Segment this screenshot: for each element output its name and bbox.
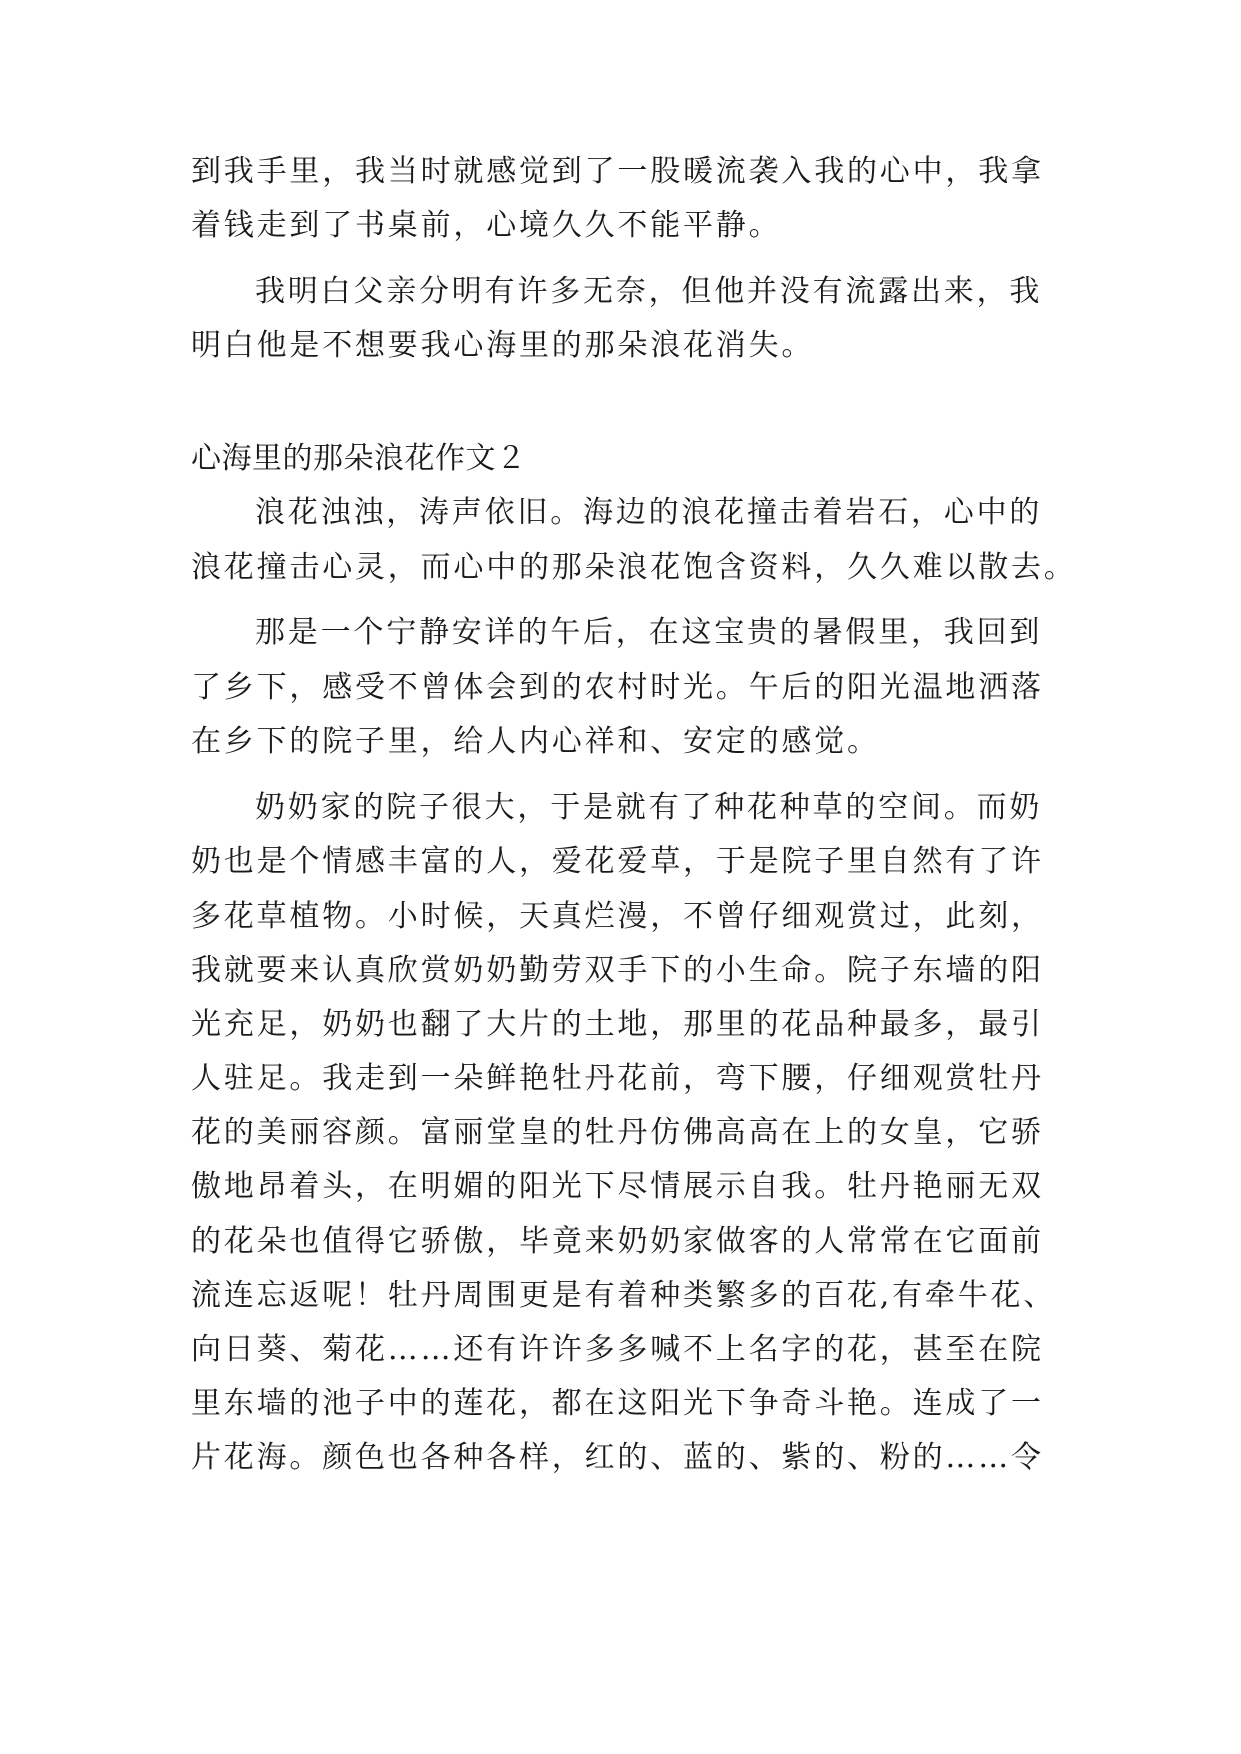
section-title: 心海里的那朵浪花作文２ <box>191 441 527 476</box>
text-line: 明白他是不想要我心海里的那朵浪花消失。 <box>191 328 815 363</box>
paragraph-line: 那是一个宁静安详的午后，在这宝贵的暑假里，我回到 <box>255 615 1043 650</box>
text-line: 多花草植物。小时候，天真烂漫，不曾仔细观赏过，此刻， <box>191 899 1044 934</box>
paragraph-line: 我明白父亲分明有许多无奈，但他并没有流露出来，我 <box>255 274 1043 309</box>
text-line: 的花朵也值得它骄傲，毕竟来奶奶家做客的人常常在它面前 <box>191 1224 1044 1259</box>
text-line: 傲地昂着头，在明媚的阳光下尽情展示自我。牡丹艳丽无双 <box>191 1169 1044 1204</box>
paragraph-line: 浪花浊浊，涛声依旧。海边的浪花撞击着岩石，心中的 <box>255 495 1043 530</box>
text-line: 花的美丽容颜。富丽堂皇的牡丹仿佛高高在上的女皇，它骄 <box>191 1115 1044 1150</box>
text-line: 到我手里，我当时就感觉到了一股暖流袭入我的心中，我拿 <box>191 154 1044 189</box>
text-line: 片花海。颜色也各种各样，红的、蓝的、紫的、粉的……令 <box>191 1440 1044 1475</box>
text-line: 浪花撞击心灵，而心中的那朵浪花饱含资料，久久难以散去。 <box>191 550 1077 585</box>
text-line: 在乡下的院子里，给人内心祥和、安定的感觉。 <box>191 724 880 759</box>
text-line: 向日葵、菊花……还有许许多多喊不上名字的花，甚至在院 <box>191 1332 1044 1367</box>
text-line: 光充足，奶奶也翻了大片的土地，那里的花品种最多，最引 <box>191 1007 1044 1042</box>
text-line: 流连忘返呢！牡丹周围更是有着种类繁多的百花,有牵牛花、 <box>191 1278 1057 1313</box>
text-line: 了乡下，感受不曾体会到的农村时光。午后的阳光温地洒落 <box>191 670 1044 705</box>
text-line: 人驻足。我走到一朵鲜艳牡丹花前，弯下腰，仔细观赏牡丹 <box>191 1061 1044 1096</box>
paragraph-line: 奶奶家的院子很大，于是就有了种花种草的空间。而奶 <box>255 790 1043 825</box>
text-line: 着钱走到了书桌前，心境久久不能平静。 <box>191 208 782 243</box>
text-line: 奶也是个情感丰富的人，爱花爱草，于是院子里自然有了许 <box>191 844 1044 879</box>
text-line: 里东墙的池子中的莲花，都在这阳光下争奇斗艳。连成了一 <box>191 1386 1044 1421</box>
text-line: 我就要来认真欣赏奶奶勤劳双手下的小生命。院子东墙的阳 <box>191 953 1044 988</box>
